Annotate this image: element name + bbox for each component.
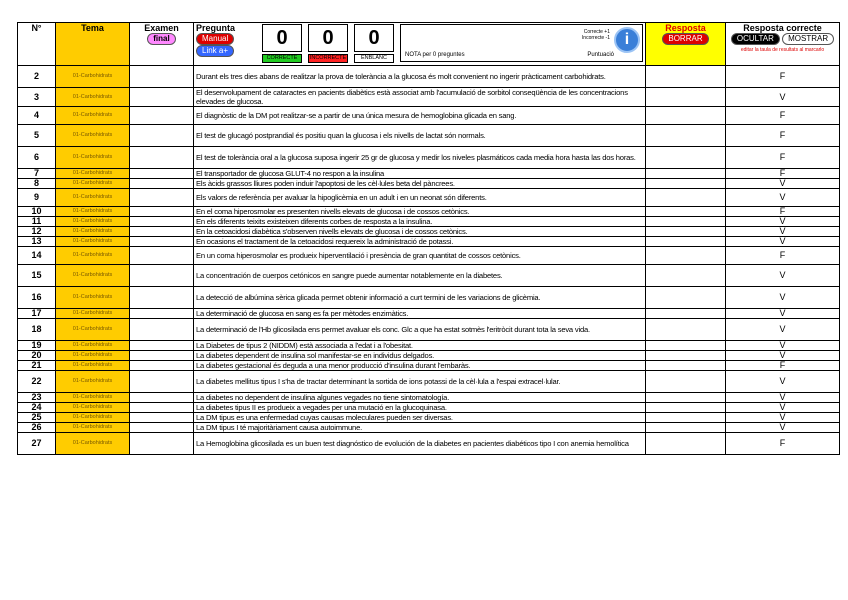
examen-cell (130, 237, 194, 247)
question-text: El desenvolupament de cataractes en pacients diabètics està associat amb l'acumulació de sorbitol conseqüència de les concentracions elevades de glucosa. (194, 88, 646, 107)
question-text: Durant els tres dies abans de realitzar la prova de tolerància a la glucosa és molt convenient no ingerir pràcticament carbohidrats. (194, 66, 646, 88)
examen-cell (130, 423, 194, 433)
col-examen-header (130, 23, 194, 66)
examen-cell (130, 169, 194, 179)
table-row (18, 413, 840, 423)
tema-cell: 01-Carbohidrats (56, 265, 130, 287)
question-text: En la cetoacidosi diabètica s'observen nivells elevats de glucosa i de cossos cetònics. (194, 227, 646, 237)
col-tema-header: Tema (56, 23, 130, 66)
table-row (18, 179, 840, 189)
question-text: La diabetes gestacional és deguda a una menor producció d'insulina durant l'embaràs. (194, 361, 646, 371)
question-number: 21 (18, 361, 56, 371)
tema-cell: 01-Carbohidrats (56, 423, 130, 433)
correct-answer: V (726, 403, 840, 413)
question-text: La Diabetes de tipus 2 (NIDDM) està associada a l'edat i a l'obesitat. (194, 341, 646, 351)
tema-cell: 01-Carbohidrats (56, 413, 130, 423)
footnote: editar la taula de resultats al marcarlo (740, 47, 825, 53)
tema-cell: 01-Carbohidrats (56, 371, 130, 393)
nota-text: NOTA per 0 preguntes (405, 52, 465, 58)
table-row (18, 309, 840, 319)
resposta-cell[interactable] (646, 169, 726, 179)
tema-cell: 01-Carbohidrats (56, 88, 130, 107)
correct-count: 0 (262, 24, 302, 52)
correct-answer: V (726, 237, 840, 247)
question-text: La diabetes dependent de insulina sol manifestar-se en individus delgados. (194, 351, 646, 361)
resposta-cell[interactable] (646, 265, 726, 287)
question-number: 5 (18, 125, 56, 147)
question-text: La diabetes tipus II es produeix a vegades per una mutació en la glucoquinasa. (194, 403, 646, 413)
manual-button[interactable]: Manual (196, 33, 234, 45)
resposta-cell[interactable] (646, 393, 726, 403)
table-row (18, 371, 840, 393)
question-text: En el coma hiperosmolar es presenten nivells elevats de glucosa i de cossos cetònics. (194, 207, 646, 217)
question-number: 19 (18, 341, 56, 351)
resposta-cell[interactable] (646, 227, 726, 237)
tema-cell: 01-Carbohidrats (56, 433, 130, 455)
examen-cell (130, 247, 194, 265)
question-number: 25 (18, 413, 56, 423)
examen-cell (130, 107, 194, 125)
correct-answer: F (726, 207, 840, 217)
examen-cell (130, 403, 194, 413)
question-number: 6 (18, 147, 56, 169)
resposta-cell[interactable] (646, 179, 726, 189)
table-row (18, 66, 840, 88)
resposta-cell[interactable] (646, 125, 726, 147)
question-number: 14 (18, 247, 56, 265)
question-number: 18 (18, 319, 56, 341)
counter-correct (262, 24, 302, 63)
col-pregunta-header (194, 23, 646, 66)
correct-answer: V (726, 371, 840, 393)
question-number: 15 (18, 265, 56, 287)
examen-cell (130, 341, 194, 351)
examen-cell (130, 125, 194, 147)
correct-answer: F (726, 361, 840, 371)
correct-answer: V (726, 217, 840, 227)
examen-cell (130, 433, 194, 455)
resposta-cell[interactable] (646, 341, 726, 351)
correct-answer: F (726, 66, 840, 88)
question-text: El diagnòstic de la DM pot realitzar-se a partir de una única mesura de hemoglobina glicada en sang. (194, 107, 646, 125)
incorrect-label: INCORRECTE (309, 55, 347, 61)
tema-cell: 01-Carbohidrats (56, 393, 130, 403)
tema-cell: 01-Carbohidrats (56, 169, 130, 179)
correct-answer: V (726, 179, 840, 189)
tema-cell: 01-Carbohidrats (56, 227, 130, 237)
table-row (18, 189, 840, 207)
col-resposta-correcta-header (726, 23, 840, 66)
table-row (18, 169, 840, 179)
examen-cell (130, 147, 194, 169)
blank-label: ENBLANC (354, 54, 394, 63)
examen-cell (130, 265, 194, 287)
table-row (18, 361, 840, 371)
link-button[interactable]: Link a+ (196, 45, 234, 57)
question-number: 9 (18, 189, 56, 207)
incorrect-count: 0 (308, 24, 348, 52)
table-row (18, 237, 840, 247)
question-number: 22 (18, 371, 56, 393)
resposta-cell[interactable] (646, 423, 726, 433)
col-resposta-header (646, 23, 726, 66)
correct-label: CORRECTE (262, 54, 302, 63)
table-row (18, 403, 840, 413)
tema-cell: 01-Carbohidrats (56, 351, 130, 361)
col-num-header: N° (18, 23, 56, 66)
examen-cell (130, 371, 194, 393)
correct-answer: F (726, 125, 840, 147)
table-row (18, 393, 840, 403)
tema-cell: 01-Carbohidrats (56, 189, 130, 207)
resposta-cell[interactable] (646, 217, 726, 227)
table-row (18, 88, 840, 107)
examen-cell (130, 319, 194, 341)
tema-cell: 01-Carbohidrats (56, 341, 130, 351)
question-number: 26 (18, 423, 56, 433)
borrar-button[interactable]: BORRAR (662, 33, 708, 45)
puntuacio-label: Puntuació (587, 52, 614, 58)
resposta-cell[interactable] (646, 371, 726, 393)
question-text: El test de tolerància oral a la glucosa suposa ingerir 25 gr de glucosa y medir los niveles plasmáticos cada media hora hasta las dos horas. (194, 147, 646, 169)
col-pregunta-label: Pregunta (196, 23, 236, 33)
examen-cell (130, 287, 194, 309)
table-row (18, 351, 840, 361)
correct-answer: F (726, 247, 840, 265)
resposta-cell[interactable] (646, 88, 726, 107)
correct-answer: V (726, 423, 840, 433)
correct-answer: F (726, 169, 840, 179)
table-row (18, 287, 840, 309)
table-row (18, 107, 840, 125)
question-number: 27 (18, 433, 56, 455)
examen-cell (130, 88, 194, 107)
blank-count: 0 (354, 24, 394, 52)
question-number: 8 (18, 179, 56, 189)
question-text: En els diferents teixits existeixen diferents corbes de resposta a la insulina. (194, 217, 646, 227)
resposta-cell[interactable] (646, 319, 726, 341)
examen-cell (130, 309, 194, 319)
score-box (400, 24, 643, 62)
resposta-cell[interactable] (646, 309, 726, 319)
correct-answer: F (726, 147, 840, 169)
resposta-cell[interactable] (646, 413, 726, 423)
table-row (18, 433, 840, 455)
counter-blank (354, 24, 394, 63)
question-text: En ocasions el tractament de la cetoacidosi requereix la administració de potassi. (194, 237, 646, 247)
question-number: 24 (18, 403, 56, 413)
question-text: La detecció de albúmina sèrica glicada permet obtenir informació a curt termini de les variacions de glicèmia. (194, 287, 646, 309)
question-text: La diabetes no dependent de insulina algunes vegades no tiene sintomatología. (194, 393, 646, 403)
tema-cell: 01-Carbohidrats (56, 403, 130, 413)
table-row (18, 207, 840, 217)
resposta-cell[interactable] (646, 147, 726, 169)
question-number: 13 (18, 237, 56, 247)
resposta-cell[interactable] (646, 403, 726, 413)
question-number: 2 (18, 66, 56, 88)
tema-cell: 01-Carbohidrats (56, 107, 130, 125)
tema-cell: 01-Carbohidrats (56, 147, 130, 169)
question-text: La Hemoglobina glicosilada es un buen test diagnóstico de evolución de la diabetes en pacientes diabéticos tipo I con anemia hemolítica (194, 433, 646, 455)
resposta-cell[interactable] (646, 207, 726, 217)
mostrar-button[interactable]: MOSTRAR (782, 33, 834, 45)
correct-answer: V (726, 227, 840, 237)
question-number: 12 (18, 227, 56, 237)
question-number: 10 (18, 207, 56, 217)
resposta-cell[interactable] (646, 247, 726, 265)
counter-incorrect (308, 24, 348, 63)
correct-answer: F (726, 107, 840, 125)
correct-answer: V (726, 413, 840, 423)
table-row (18, 265, 840, 287)
question-text: La determinació de l'Hb glicosilada ens permet avaluar els conc. Glc a que ha estat sotmès l'eritròcit durant tota la seva vida. (194, 319, 646, 341)
table-row (18, 217, 840, 227)
table-row (18, 125, 840, 147)
question-text: La determinació de glucosa en sang es fa per mètodes enzimàtics. (194, 309, 646, 319)
question-text: La concentración de cuerpos cetónicos en sangre puede aumentar notablemente en la diabetes. (194, 265, 646, 287)
examen-cell (130, 351, 194, 361)
table-row (18, 319, 840, 341)
ocultar-button[interactable]: OCULTAR (731, 33, 780, 45)
question-number: 16 (18, 287, 56, 309)
correct-answer: V (726, 88, 840, 107)
examen-final-badge[interactable]: final (147, 33, 175, 45)
question-text: Els valors de referència per avaluar la hipoglicèmia en un adult i en un neonat són diferents. (194, 189, 646, 207)
tema-cell: 01-Carbohidrats (56, 237, 130, 247)
table-row (18, 247, 840, 265)
examen-cell (130, 217, 194, 227)
col-resposta-label: Resposta (665, 23, 706, 33)
examen-cell (130, 227, 194, 237)
question-text: La DM tipus es una enfermedad cuyas causas moleculares pueden ser diversas. (194, 413, 646, 423)
tema-cell: 01-Carbohidrats (56, 361, 130, 371)
examen-cell (130, 189, 194, 207)
question-number: 7 (18, 169, 56, 179)
question-number: 4 (18, 107, 56, 125)
tema-cell: 01-Carbohidrats (56, 287, 130, 309)
resposta-cell[interactable] (646, 351, 726, 361)
scoring-correct: Correcte +1 (583, 29, 610, 35)
correct-answer: V (726, 341, 840, 351)
correct-answer: V (726, 319, 840, 341)
question-number: 23 (18, 393, 56, 403)
question-number: 20 (18, 351, 56, 361)
resposta-cell[interactable] (646, 189, 726, 207)
table-row (18, 147, 840, 169)
examen-cell (130, 413, 194, 423)
question-text: La DM tipus I té majoritàriament causa autoimmune. (194, 423, 646, 433)
info-icon[interactable]: i (614, 27, 640, 53)
tema-cell: 01-Carbohidrats (56, 125, 130, 147)
correct-answer: V (726, 393, 840, 403)
question-text: La diabetes mellitus tipus I s'ha de tractar determinant la sortida de ions potassi de la cèl·lula a l'espai extracel·lular. (194, 371, 646, 393)
col-resposta-correcta-label: Resposta correcte (743, 23, 822, 33)
resposta-cell[interactable] (646, 107, 726, 125)
col-examen-label: Examen (144, 23, 179, 33)
question-text: En un coma hiperosmolar es produeix hiperventilació i presència de gran quantitat de cossos cetònics. (194, 247, 646, 265)
correct-answer: F (726, 433, 840, 455)
scoring-incorrect: Incorrecte -1 (581, 35, 610, 41)
question-text: Els àcids grassos lliures poden induir l'apoptosi de les cèl·lules beta del pàncrees. (194, 179, 646, 189)
examen-cell (130, 66, 194, 88)
questions-table (17, 22, 840, 455)
header-row (18, 23, 840, 66)
tema-cell: 01-Carbohidrats (56, 207, 130, 217)
examen-cell (130, 207, 194, 217)
question-number: 11 (18, 217, 56, 227)
resposta-cell[interactable] (646, 66, 726, 88)
question-text: El test de glucagó postprandial és positiu quan la glucosa i els nivells de lactat són normals. (194, 125, 646, 147)
correct-answer: V (726, 287, 840, 309)
quiz-sheet (17, 22, 839, 455)
correct-answer: V (726, 189, 840, 207)
tema-cell: 01-Carbohidrats (56, 217, 130, 227)
tema-cell: 01-Carbohidrats (56, 66, 130, 88)
table-row (18, 227, 840, 237)
correct-answer: V (726, 265, 840, 287)
table-row (18, 423, 840, 433)
tema-cell: 01-Carbohidrats (56, 319, 130, 341)
question-number: 17 (18, 309, 56, 319)
tema-cell: 01-Carbohidrats (56, 309, 130, 319)
examen-cell (130, 361, 194, 371)
resposta-cell[interactable] (646, 433, 726, 455)
tema-cell: 01-Carbohidrats (56, 179, 130, 189)
resposta-cell[interactable] (646, 237, 726, 247)
correct-answer: V (726, 351, 840, 361)
question-number: 3 (18, 88, 56, 107)
table-row (18, 341, 840, 351)
examen-cell (130, 179, 194, 189)
resposta-cell[interactable] (646, 287, 726, 309)
tema-cell: 01-Carbohidrats (56, 247, 130, 265)
question-text: El transportador de glucosa GLUT-4 no respon a la insulina (194, 169, 646, 179)
examen-cell (130, 393, 194, 403)
correct-answer: V (726, 309, 840, 319)
resposta-cell[interactable] (646, 361, 726, 371)
